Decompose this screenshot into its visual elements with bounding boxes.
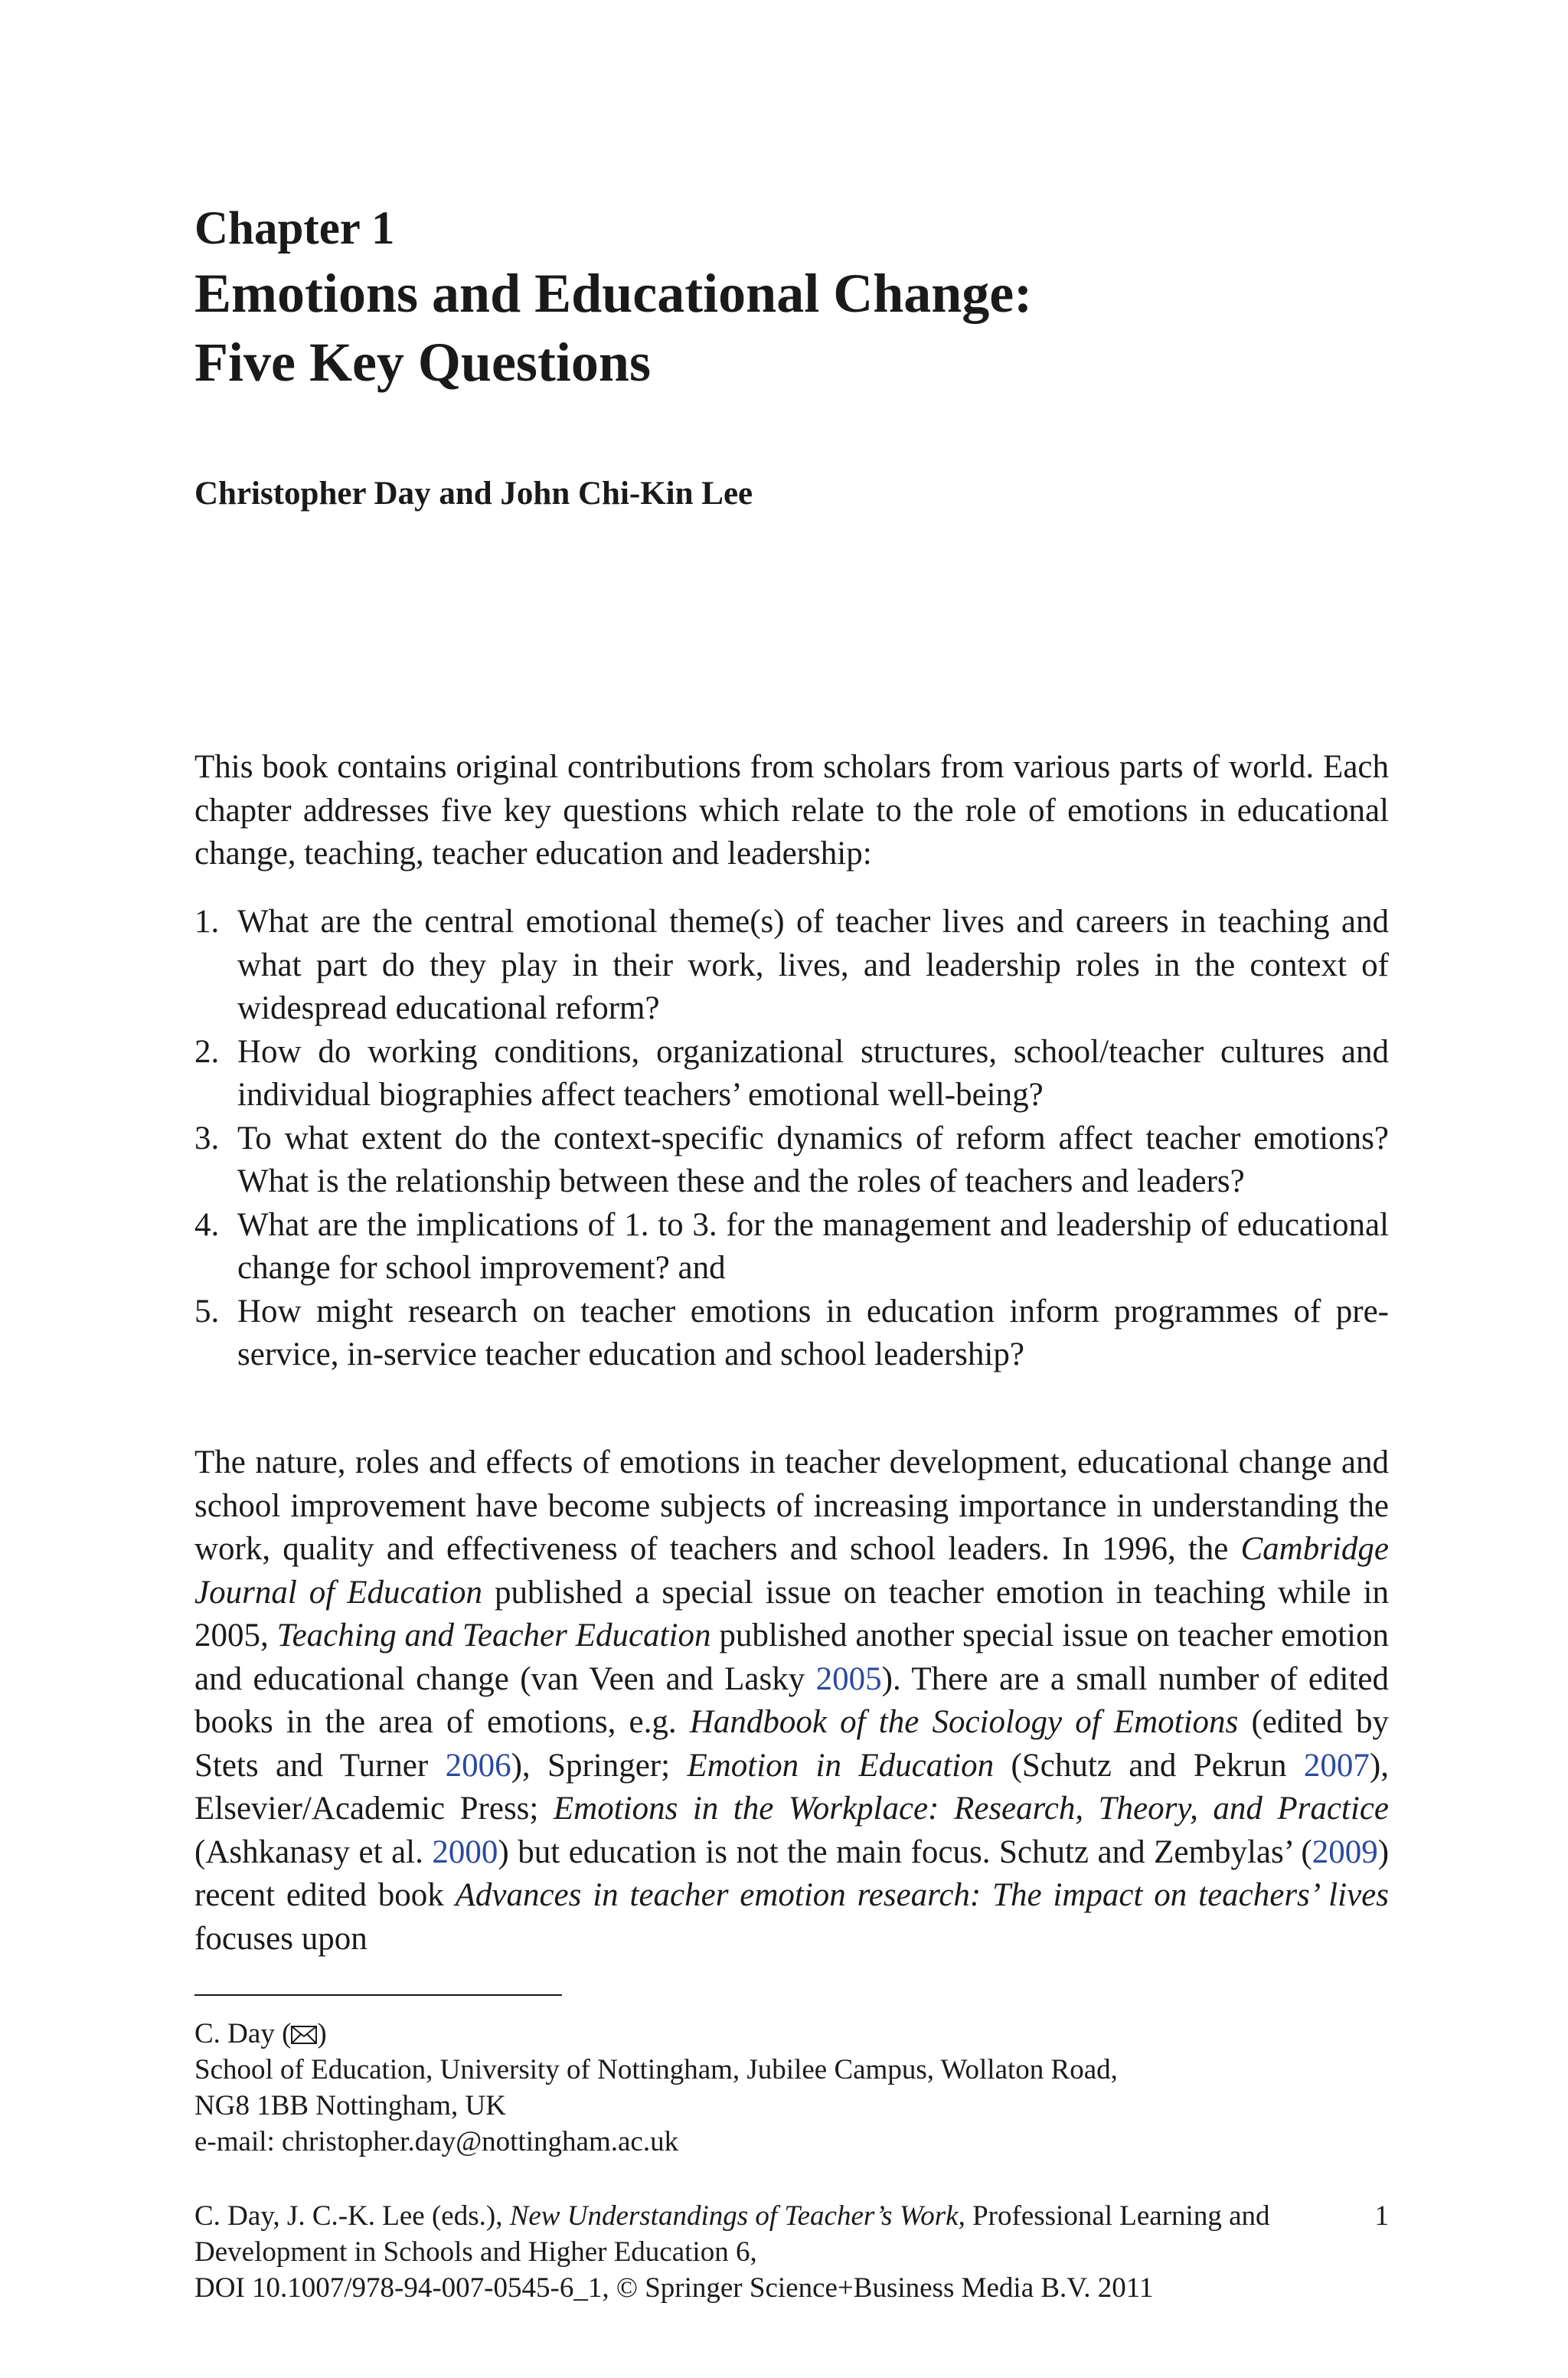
title-line-1: Emotions and Educational Change: <box>194 263 1033 324</box>
chapter-label: Chapter 1 <box>194 203 395 254</box>
question-item <box>194 1290 1389 1377</box>
text-run: ). There are a small number of edited books in the area of emotions, e.g. <box>194 1660 1389 1740</box>
text-run: published a special issue on teacher emotion in teaching while in 2005, <box>194 1574 1389 1653</box>
citation-link[interactable]: 2009 <box>1312 1833 1378 1870</box>
question-number: 4. <box>194 1206 220 1243</box>
text-run: (Schutz and Pekrun <box>994 1747 1304 1784</box>
citation-lines <box>194 2198 1312 2270</box>
question-text: What are the implications of 1. to 3. for the management and leadership of educational change for school improvement? and <box>237 1206 1389 1286</box>
book-title: Advances in teacher emotion research: The impact on teachers’ lives <box>455 1877 1389 1913</box>
book-citation <box>194 2198 1312 2306</box>
book-title: Emotion in Education <box>687 1747 995 1784</box>
citation-link[interactable]: 2000 <box>432 1833 498 1870</box>
affiliation-email[interactable]: e-mail: christopher.day@nottingham.ac.uk <box>194 2126 679 2157</box>
text-run: ), Elsevier/Academic Press; <box>194 1747 1389 1827</box>
chapter-title <box>194 259 1032 397</box>
citation-book-title: New Understandings of Teacher’s Work, <box>509 2200 965 2232</box>
text-run: published another special issue on teacher emotion and educational change (van Veen and Lasky <box>194 1617 1390 1697</box>
affiliation-city: NG8 1BB Nottingham, UK <box>194 2090 506 2121</box>
title-line-2: Five Key Questions <box>194 332 651 393</box>
journal-title: Cambridge Journal of Education <box>194 1531 1389 1611</box>
intro-paragraph: This book contains original contributions from scholars from various parts of world. Each chapter addresses five key questions which relate to the role of emotions in educational change, teaching, teacher education and leadership: <box>194 749 1389 872</box>
text-run: ), Springer; <box>511 1747 688 1784</box>
text-run: (Ashkanasy et al. <box>194 1833 433 1870</box>
citation-editors: C. Day, J. C.-K. Lee (eds.), <box>194 2200 510 2232</box>
question-item <box>194 901 1389 1031</box>
author-affiliation <box>194 2016 1118 2160</box>
question-item <box>194 1031 1389 1117</box>
book-title: Emotions in the Workplace: Research, Theory, and Practice <box>553 1791 1389 1827</box>
citation-doi: DOI 10.1007/978-94-007-0545-6_1, © Springer Science+Business Media B.V. 2011 <box>194 2272 1154 2304</box>
citation-link[interactable]: 2007 <box>1303 1747 1370 1784</box>
question-text: How do working conditions, organizational structures, school/teacher cultures and individual biographies affect teachers’ emotional well-being? <box>237 1033 1389 1113</box>
envelope-icon <box>291 2026 317 2044</box>
authors: Christopher Day and John Chi-Kin Lee <box>194 476 753 512</box>
paren-close: ) <box>317 2018 327 2049</box>
text-run: (edited by Stets and Turner <box>194 1704 1390 1784</box>
question-text: To what extent do the context-specific dynamics of reform affect teacher emotions? What is the relationship between these and the roles of teachers and leaders? <box>237 1120 1389 1199</box>
question-text: How might research on teacher emotions in education inform programmes of pre-service, in-service teacher education and school leadership? <box>237 1293 1389 1372</box>
text-run: ) recent edited book <box>194 1833 1390 1913</box>
question-number: 3. <box>194 1120 220 1156</box>
question-number: 5. <box>194 1293 220 1330</box>
question-text: What are the central emotional theme(s) of teacher lives and careers in teaching and what part do they play in their work, lives, and leadership roles in the context of widespread educational reform? <box>237 904 1389 1026</box>
question-number: 1. <box>194 904 220 940</box>
citation-link[interactable]: 2005 <box>815 1660 882 1697</box>
affiliation-name <box>194 2016 1118 2052</box>
text-run: The nature, roles and effects of emotions in teacher development, educational change and school improvement have become subjects of increasing importance in understanding the work, quality and effectiveness of teachers and school leaders. In 1996, the <box>194 1444 1389 1567</box>
body-paragraph <box>194 1441 1389 1961</box>
text-run: focuses upon <box>194 1920 368 1957</box>
affiliation-address: School of Education, University of Nottingham, Jubilee Campus, Wollaton Road, <box>194 2054 1118 2085</box>
text-run: ) but education is not the main focus. Schutz and Zembylas’ ( <box>498 1833 1312 1870</box>
author-name: C. Day ( <box>194 2018 292 2049</box>
questions-list <box>194 901 1389 1377</box>
citation-series: Professional Learning and Development in Schools and Higher Education 6, <box>194 2200 1270 2268</box>
citation-link[interactable]: 2006 <box>445 1747 511 1784</box>
page-number: 1 <box>1374 2200 1389 2232</box>
question-number: 2. <box>194 1033 220 1070</box>
book-title: Handbook of the Sociology of Emotions <box>689 1704 1239 1740</box>
question-item <box>194 1204 1389 1290</box>
journal-title: Teaching and Teacher Education <box>276 1617 711 1653</box>
question-item <box>194 1117 1389 1204</box>
footnote-rule <box>194 1994 562 1996</box>
